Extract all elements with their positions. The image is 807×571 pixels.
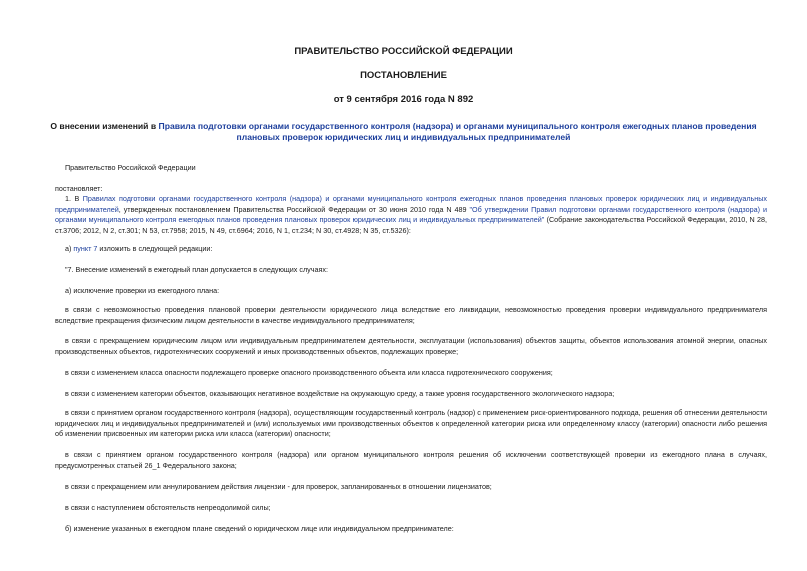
issuer-text: Правительство Российской Федерации — [65, 163, 196, 172]
case-hazard-class: в связи с изменением класса опасности подлежащего проверке опасного производственного объекта или класса гидротехнического сооружения; — [65, 368, 553, 377]
point-7-link[interactable]: пункт 7 — [73, 244, 98, 253]
case-exclusion-decision: в связи с принятием органом государственного контроля (надзора) или органом муниципального контроля решения об исключении соответствующей проверки из ежегодного плана в случаях, предусмотренных статьей 26_1 Федерального закона; — [55, 450, 767, 470]
point-7-text: "7. Внесение изменений в ежегодный план допускается в следующих случаях: — [65, 265, 329, 274]
rules-link[interactable]: Правилах подготовки органами государственного контроля (надзора) и органами муниципального контроля ежегодных планов проведения плановых проверок юридических лиц и индивидуальных предпринимателей — [55, 194, 767, 214]
subitem-a: а) исключение проверки из ежегодного плана: — [65, 286, 220, 295]
document-title — [40, 121, 767, 143]
item-a — [65, 244, 777, 254]
item-a-prefix: а) — [65, 244, 74, 253]
case-termination: в связи с прекращением юридическим лицом или индивидуальным предпринимателем деятельности, эксплуатации (использования) объектов защиты, объектов использования атомной энергии, опасных производственных объектов, гидротехнических сооружений и иных производственных объектов, подлежащих проверке; — [55, 336, 767, 356]
title-prefix: О внесении изменений в — [50, 121, 159, 131]
resolution-489-link[interactable]: "Об утверждении Правил подготовки органами государственного контроля (надзора) и органами муниципального контроля ежегодных планов проведения плановых проверок юридических лиц и индивидуальных предпринимателей" — [55, 204, 767, 224]
item-a-suffix: изложить в следующей редакции: — [97, 244, 213, 253]
case-license: в связи с прекращением или аннулированием действия лицензии - для проверок, запланированных в отношении лицензиатов; — [65, 482, 492, 491]
intro-mid: , утвержденных постановлением Правительства Российской Федерации от 30 июня 2010 года N 489 — [118, 204, 470, 214]
paragraph-1 — [55, 194, 767, 236]
case-liquidation: в связи с невозможностью проведения плановой проверки деятельности юридического лица вследствие его ликвидации, невозможностью проведения проверки индивидуального предпринимателя вследствие прекращения физическим лицом деятельности в качестве индивидуального предпринимателя; — [55, 305, 767, 325]
government-heading: ПРАВИТЕЛЬСТВО РОССИЙСКОЙ ФЕДЕРАЦИИ — [294, 46, 513, 57]
case-object-category: в связи с изменением категории объектов, оказывающих негативное воздействие на окружающую среду, а также уровня государственного экологического надзора; — [65, 389, 615, 398]
case-force-majeure: в связи с наступлением обстоятельств непреодолимой силы; — [65, 503, 271, 512]
case-risk-decision: в связи с принятием органом государственного контроля (надзора), осуществляющим государственный контроль (надзор) с применением риск-ориентированного подхода, решения об отнесении деятельности юридических лиц и индивидуальных предпринимателей и (или) используемых ими производственных объектов к определенной категории риска или определенному классу (категории) опасности либо решения об изменении присвоенных им категории риска или класса (категории) опасности; — [55, 408, 767, 438]
intro-prefix: 1. В — [65, 194, 83, 203]
document-date: от 9 сентября 2016 года N 892 — [333, 94, 474, 105]
title-rules-link[interactable]: Правила подготовки органами государственного контроля (надзора) и органами муниципального контроля ежегодных планов проведения плановых проверок юридических лиц и индивидуальных предпринимателей — [158, 121, 757, 142]
document-type: ПОСТАНОВЛЕНИЕ — [360, 70, 447, 81]
decrees-text: постановляет: — [55, 184, 103, 193]
intro-suffix: (Собрание законодательства Российской Федерации, 2010, N 28, ст.3706; 2012, N 2, ст.301; N 53, ст.7958; 2015, N 49, ст.6964; 2016, N 1, ст.234; N 30, ст.4928; N 35, ст.5326): — [55, 215, 767, 235]
subitem-b: б) изменение указанных в ежегодном плане сведений о юридическом лице или индивидуальном предпринимателе: — [65, 524, 454, 533]
